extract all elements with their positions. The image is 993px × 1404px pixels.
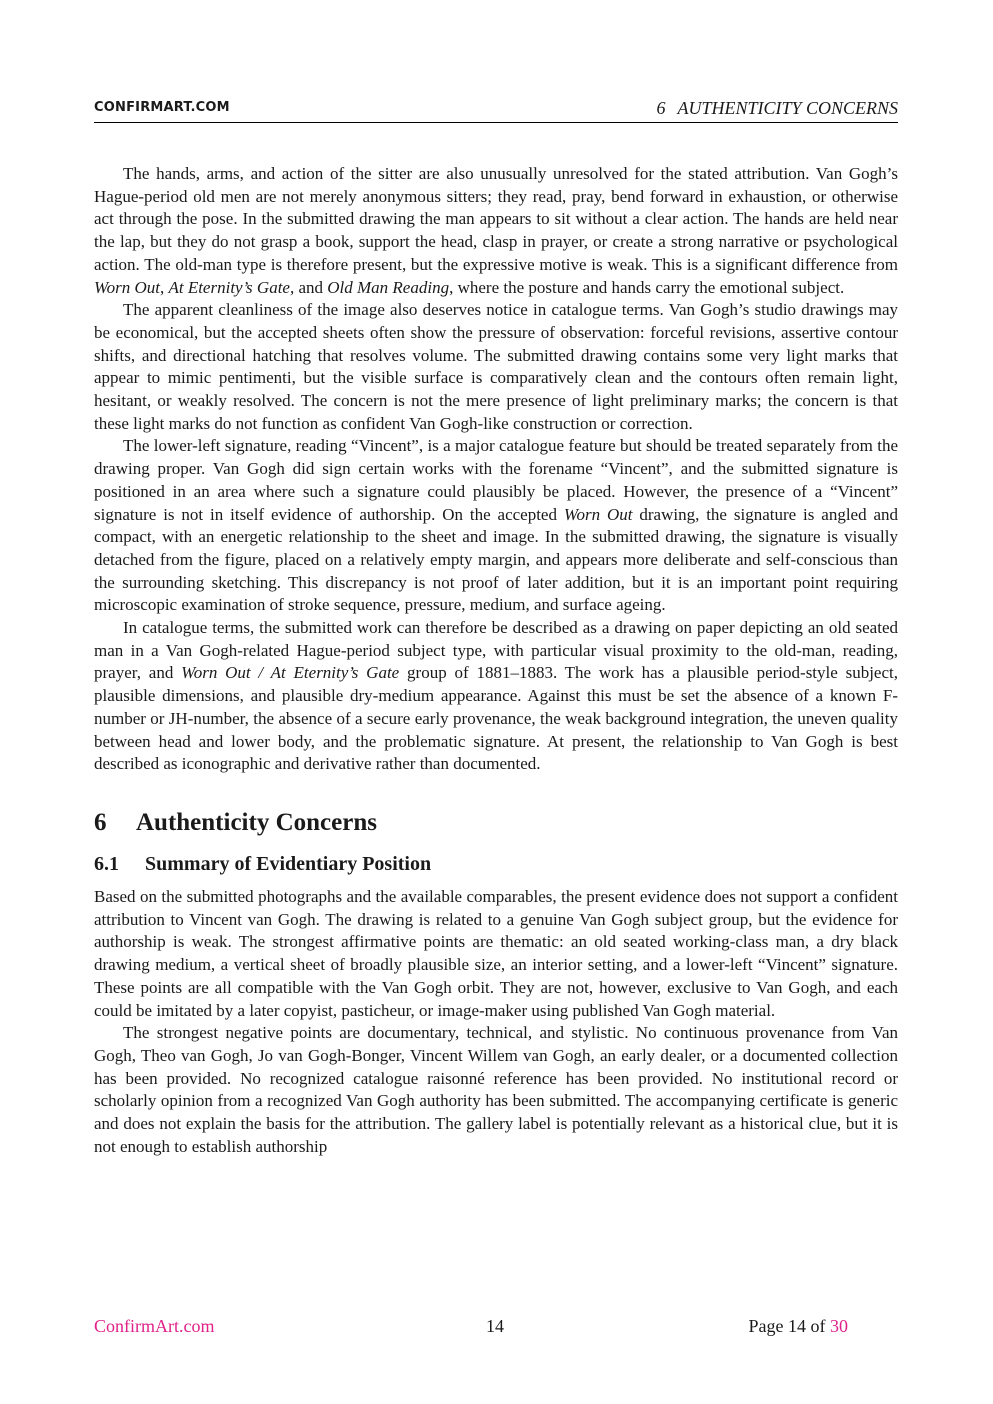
header-section-name: AUTHENTICITY CONCERNS (677, 98, 898, 118)
section-title: Authenticity Concerns (136, 808, 377, 836)
subsection-title: Summary of Evidentiary Position (145, 852, 432, 875)
paragraph (94, 1022, 898, 1158)
page-footer (94, 1316, 854, 1338)
footer-page-count (749, 1316, 848, 1337)
paragraphs-before (94, 163, 898, 776)
page-body (94, 163, 898, 1158)
subsection-number: 6.1 (94, 852, 119, 875)
italic-title: Worn Out / At Eternity’s Gate (181, 663, 400, 683)
footer-page-total-link[interactable]: 30 (830, 1316, 848, 1336)
text-run: The apparent cleanliness of the image also deserves notice in catalogue terms. Van Gogh’s studio drawings may be economical, but the accepted sheets often show the pressure of observation: forceful revisions, assertive contour shifts, and directional hatching that resolves volume. The submitted drawing contains some very light marks that appear to mimic pentimenti, but the visible surface is comparatively clean and the contours often remain light, hesitant, or weakly resolved. The concern is not the mere presence of light preliminary marks; the concern is that these light marks do not function as confident Van Gogh-like construction or correction. (94, 300, 898, 433)
text-run: The hands, arms, and action of the sitter are also unusually unresolved for the stated attribution. Van Gogh’s Hague-period old men are not merely anonymous sitters; they read, pray, bend forward in exhaustion, or otherwise act through the pose. In the submitted drawing the man appears to sit without a clear action. The hands are held near the lap, but they do not grasp a book, support the head, clasp in prayer, or create a strong narrative or psychological action. The old-man type is therefore present, but the expressive motive is weak. This is a significant difference from (94, 164, 898, 274)
text-run: , and (289, 277, 328, 297)
footer-page-number: 14 (486, 1316, 504, 1336)
italic-title: At Eternity’s Gate (168, 277, 290, 297)
paragraph (94, 435, 898, 617)
text-run: drawing, the signature is angled and compact, with an energetic relationship to the sheet and image. In the submitted drawing, the signature is visually detached from the figure, placed on a relatively empty margin, and appears more deliberate and self-conscious than the surrounding sketching. This discrepancy is not proof of later addition, but it is an important point requiring microscopic examination of stroke sequence, pressure, medium, and surface ageing. (94, 504, 899, 615)
text-run: Based on the submitted photographs and the available comparables, the present evidence does not support a confident attribution to Vincent van Gogh. The drawing is related to a genuine Van Gogh subject group, but the evidence for authorship is weak. The strongest affirmative points are thematic: an old seated working-class man, a dry black drawing medium, a vertical sheet of broadly plausible size, an interior setting, and a lower-left “Vincent” signature. These points are all compatible with the Van Gogh orbit. They are not, however, exclusive to Van Gogh, and each could be imitated by a later copyist, pasticheur, or image-maker using published Van Gogh material. (94, 886, 898, 1020)
header-section-number: 6 (656, 98, 666, 118)
text-run: group of 1881–1883. The work has a plausible period-style subject, plausible dimensions, and plausible dry-medium appearance. Against this must be set the absence of a known F-number or JH-number, the absence of a secure early provenance, the weak background integration, the uneven quality between head and lower body, and the problematic signature. At present, the relationship to Van Gogh is best described as iconographic and derivative rather than documented. (94, 663, 898, 774)
text-run: In catalogue terms, the submitted work can therefore be described as a drawing on paper depicting an old seated man in a Van Gogh-related Hague-period subject type, with particular visual proximity to the old-man, reading, prayer, and (94, 618, 898, 683)
paragraph (94, 617, 898, 776)
paragraph (94, 299, 898, 435)
header-logo: CONFIRMART.COM (94, 100, 230, 115)
subsection-heading (94, 852, 898, 876)
paragraphs-after (94, 886, 898, 1158)
italic-title: Old Man Reading (327, 277, 450, 297)
paragraph (94, 886, 898, 1022)
italic-title: Worn Out (94, 277, 160, 297)
page-header (94, 98, 898, 123)
text-run: The strongest negative points are documentary, technical, and stylistic. No continuous provenance from Van Gogh, Theo van Gogh, Jo van Gogh-Bonger, Vincent Willem van Gogh, an early dealer, or a documented collection has been provided. No recognized catalogue raisonné reference has been provided. No institutional record or scholarly opinion from a recognized Van Gogh authority has been submitted. The accompanying certificate is generic and does not explain the basis for the attribution. The gallery label is potentially relevant as a historical clue, but it is not enough to establish authorship (94, 1023, 898, 1156)
paragraph (94, 163, 898, 299)
text-run: , (159, 277, 169, 297)
footer-site-link[interactable]: ConfirmArt.com (94, 1316, 215, 1336)
italic-title: Worn Out (563, 504, 633, 524)
section-number: 6 (94, 808, 107, 836)
footer-page-label: Page 14 of (748, 1316, 830, 1336)
text-run: The lower-left signature, reading “Vincent”, is a major catalogue feature but should be treated separately from the drawing proper. Van Gogh did sign certain works with the forename “Vincent”, and the submitted signature is positioned in an area where such a signature could plausibly be placed. However, the presence of a “Vincent” signature is not in itself evidence of authorship. On the accepted (94, 436, 898, 524)
header-section-title (656, 98, 898, 119)
text-run: , where the posture and hands carry the emotional subject. (449, 277, 845, 297)
section-heading (94, 808, 898, 838)
